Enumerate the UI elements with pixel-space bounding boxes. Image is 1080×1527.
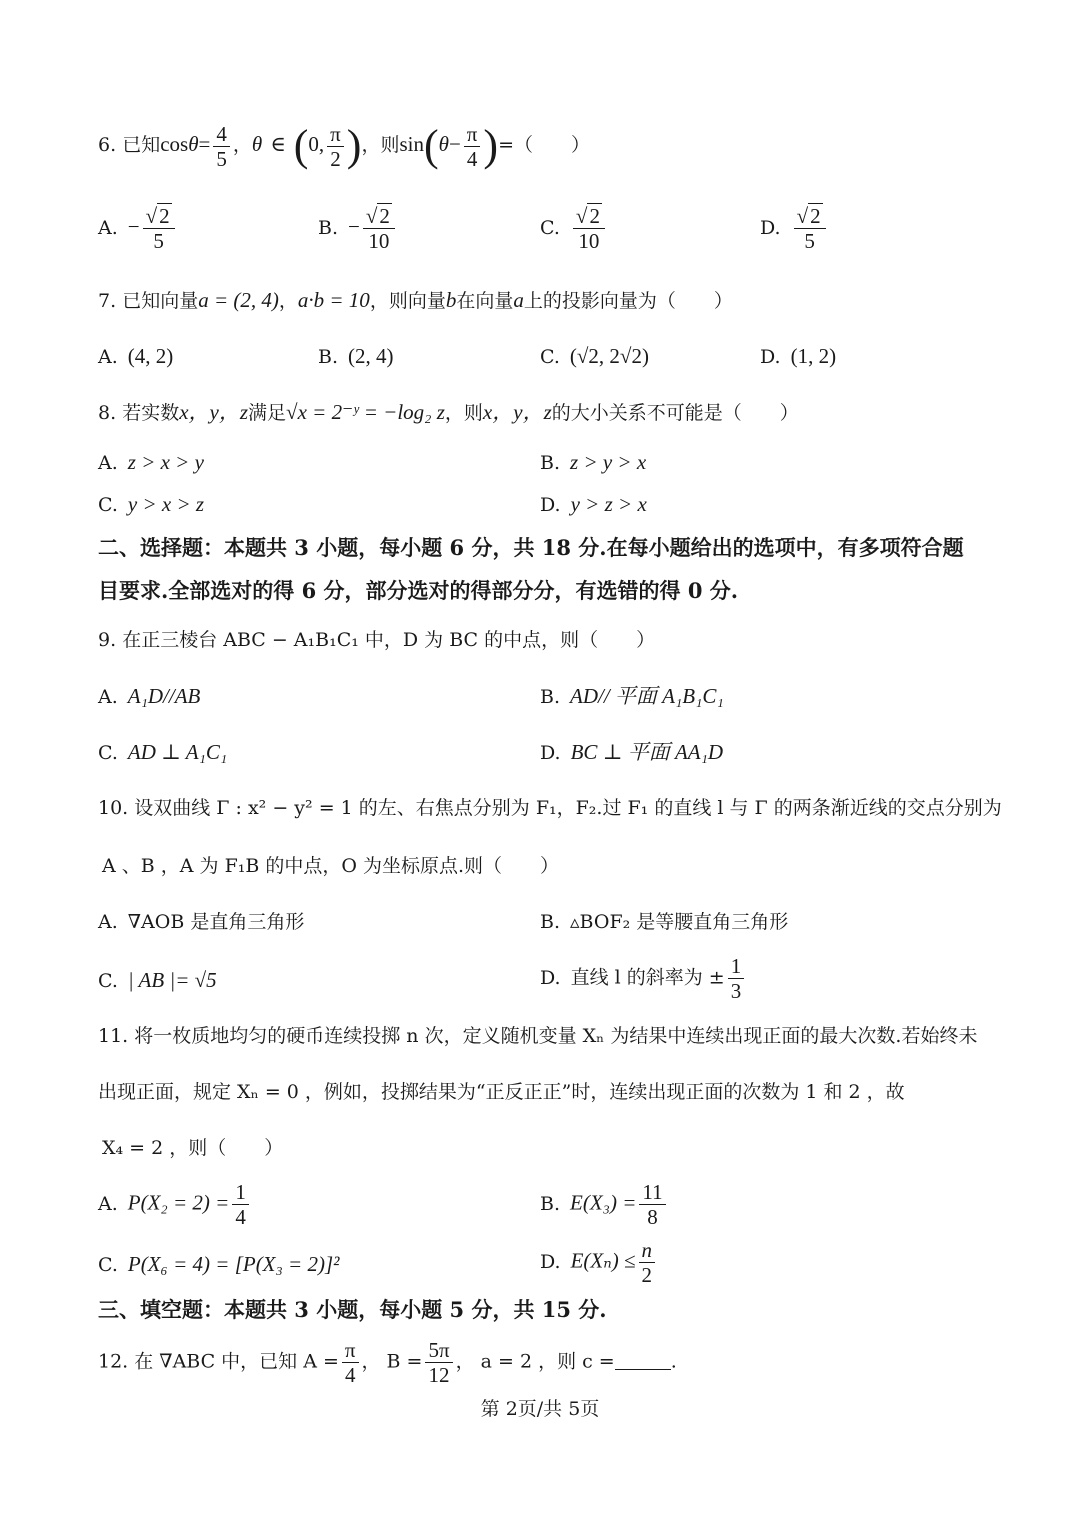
option-label: D.	[540, 742, 561, 764]
cos-symbol: cos	[160, 132, 189, 156]
fraction-numerator: 5π	[425, 1338, 452, 1363]
q10-option-b	[540, 910, 788, 934]
option-value: z > y > x	[570, 450, 647, 474]
q11-option-b	[540, 1180, 669, 1229]
q8-option-a	[98, 450, 204, 475]
sqrt-symbol: √2	[796, 204, 821, 228]
question-number: 6.	[98, 134, 117, 156]
left-paren: (	[293, 121, 309, 170]
option-fraction	[573, 204, 605, 253]
fraction-4-5	[213, 122, 230, 171]
question-number: 7.	[98, 290, 117, 312]
q10-option-c	[98, 968, 217, 993]
fraction-denominator: 5	[216, 146, 227, 171]
radicand: 2	[589, 204, 600, 228]
option-fraction	[232, 1180, 249, 1229]
question-10-line-1	[98, 796, 1002, 820]
interval-start: 0,	[308, 132, 325, 156]
option-value: ∇AOB 是直角三角形	[127, 911, 305, 933]
option-value: A₁D//AB	[127, 684, 201, 708]
question-number: 8.	[98, 402, 117, 424]
fraction-numerator: 11	[639, 1180, 665, 1205]
q11-text-line-1: 将一枚质地均匀的硬币连续投掷 n 次，定义随机变量 Xₙ 为结果中连续出现正面的最大次数.若始终未	[134, 1025, 978, 1047]
fraction-denominator: 10	[368, 229, 390, 253]
option-label: C.	[98, 1254, 118, 1276]
q7-option-c	[540, 344, 649, 369]
q7-text-3: 在向量	[456, 290, 514, 312]
option-value: P(X₆ = 4) = [P(X₃ = 2)]²	[127, 1252, 340, 1276]
fraction-numerator: π	[464, 122, 481, 147]
q12-text-3: ， a = 2 ，则 c =	[455, 1350, 615, 1373]
fraction-numerator: n	[639, 1238, 656, 1263]
option-fraction	[143, 204, 175, 253]
option-label: B.	[540, 686, 561, 708]
fraction-numerator	[143, 204, 175, 229]
sqrt-symbol: √2	[145, 204, 170, 228]
q6-option-c	[540, 204, 608, 253]
q7-text-1: 已知向量	[122, 290, 199, 312]
option-fraction	[639, 1180, 665, 1229]
option-label: D.	[540, 494, 561, 516]
question-number: 10.	[98, 797, 129, 819]
section-2-heading-line-1: 二、选择题：本题共 3 小题，每小题 6 分，共 18 分.在每小题给出的选项中，有多项符合题	[98, 535, 964, 560]
option-fraction	[728, 954, 745, 1003]
radicand: 2	[159, 204, 170, 228]
q12-text-2: ， B =	[361, 1350, 423, 1373]
q12-text-1: 在 ∇ABC 中，已知 A =	[134, 1350, 339, 1373]
section-2-heading-line-2: 目要求.全部选对的得 6 分，部分选对的得部分分，有选错的得 0 分.	[98, 578, 739, 603]
sin-symbol: sin	[399, 132, 424, 156]
fraction-5pi-12	[425, 1338, 452, 1387]
fraction-numerator	[794, 204, 826, 229]
q10-text-line-1: 设双曲线 Γ : x² − y² = 1 的左、右焦点分别为 F₁，F₂.过 F₁ 的直线 l 与 Γ 的两条渐近线的交点分别为	[134, 797, 1002, 819]
option-sign: −	[348, 214, 360, 239]
fraction-denominator: 5	[804, 229, 815, 253]
q11-option-d	[540, 1238, 658, 1287]
fraction-numerator: π	[342, 1338, 359, 1363]
option-value: y > z > x	[570, 492, 647, 516]
q9-option-c	[98, 740, 227, 765]
q8-condition: √x = 2⁻ʸ = −log₂ z	[286, 400, 445, 424]
question-9	[98, 628, 655, 652]
q8-text-1: 若实数	[122, 402, 180, 424]
q6-text-1: 已知	[122, 134, 161, 156]
q7-text-4: 上的投影向量为（ ）	[523, 290, 733, 312]
option-value: (√2, 2√2)	[569, 344, 649, 368]
section-3-heading: 三、填空题：本题共 3 小题，每小题 5 分，共 15 分.	[98, 1297, 607, 1322]
fraction-pi-2	[327, 122, 344, 171]
sqrt-symbol: √2	[575, 204, 600, 228]
option-label: C.	[98, 742, 118, 764]
option-value: (4, 2)	[127, 344, 174, 368]
fraction-denominator: 8	[647, 1205, 658, 1229]
question-12	[98, 1338, 677, 1387]
option-value: 直线 l 的斜率为 ±	[570, 966, 725, 989]
option-label: B.	[540, 452, 561, 474]
option-value: z > x > y	[127, 450, 204, 474]
fraction-denominator: 5	[153, 229, 164, 253]
fraction-denominator: 4	[466, 146, 478, 171]
question-11-line-3: X₄ = 2 ，则（ ）	[102, 1137, 284, 1159]
option-label: B.	[318, 216, 339, 239]
q8-variables: x，y，z	[482, 400, 552, 424]
question-6	[98, 118, 590, 171]
question-11-line-2: 出现正面，规定 Xₙ = 0 ，例如，投掷结果为“正反正正”时，连续出现正面的次数为 1 和 2 ，故	[98, 1081, 905, 1103]
option-label: A.	[98, 216, 118, 239]
page-footer: 第 2页/共 5页	[480, 1398, 600, 1420]
q9-text: 在正三棱台 ABC − A₁B₁C₁ 中，D 为 BC 的中点，则（ ）	[122, 629, 656, 651]
option-label: D.	[540, 966, 561, 989]
option-label: C.	[540, 216, 560, 239]
comma: ，	[232, 134, 252, 156]
q9-option-d	[540, 740, 723, 765]
option-fraction	[639, 1238, 656, 1287]
option-label: A.	[98, 346, 118, 368]
fraction-pi-4	[342, 1338, 359, 1387]
q6-option-b	[318, 204, 398, 253]
dot-product-expression: a·b = 10	[297, 288, 370, 312]
option-value: ▵BOF₂ 是等腰直角三角形	[570, 911, 789, 933]
q7-option-d	[760, 344, 836, 369]
q7-text-2: ，则向量	[369, 290, 446, 312]
option-label: B.	[540, 1192, 561, 1215]
vector-a: a	[513, 288, 524, 312]
option-label: A.	[98, 452, 118, 474]
question-7	[98, 288, 733, 313]
fraction-denominator: 3	[730, 979, 742, 1003]
q10-option-d	[540, 954, 747, 1003]
q10-option-a	[98, 910, 304, 934]
option-label: D.	[540, 1250, 561, 1273]
question-number: 11.	[98, 1025, 129, 1047]
option-label: A.	[98, 1192, 118, 1215]
option-fraction	[794, 204, 826, 253]
option-fraction	[363, 204, 395, 253]
option-label: C.	[98, 494, 118, 516]
element-of-symbol: ∈	[270, 132, 286, 156]
radicand: 2	[810, 204, 821, 228]
fraction-numerator: 1	[232, 1180, 249, 1205]
option-value: BC ⊥ 平面 AA₁D	[570, 740, 724, 764]
question-8	[98, 400, 799, 425]
option-value: AD// 平面 A₁B₁C₁	[570, 684, 724, 708]
q8-text-3: ，则	[444, 402, 483, 424]
fraction-numerator	[363, 204, 395, 229]
option-value: AD ⊥ A₁C₁	[127, 740, 228, 764]
radicand: 2	[379, 204, 390, 228]
q9-option-b	[540, 684, 724, 709]
right-paren: )	[483, 121, 499, 170]
option-value: (2, 4)	[348, 344, 394, 368]
fraction-numerator	[573, 204, 605, 229]
fraction-denominator: 4	[344, 1363, 356, 1387]
q8-option-d	[540, 492, 647, 517]
theta-symbol: θ	[438, 132, 449, 156]
option-value: (1, 2)	[790, 344, 837, 368]
fraction-denominator: 12	[428, 1363, 450, 1387]
q9-option-a	[98, 684, 200, 709]
option-sign: −	[127, 214, 140, 239]
answer-blank[interactable]	[615, 1369, 671, 1370]
comma: ，	[278, 290, 298, 312]
left-paren: (	[423, 121, 439, 170]
option-label: C.	[540, 346, 560, 368]
equals-sign: =	[198, 132, 211, 156]
q11-option-a	[98, 1180, 252, 1229]
option-label: C.	[98, 970, 118, 992]
question-number: 12.	[98, 1350, 129, 1373]
option-value: | AB |= √5	[127, 968, 217, 992]
q11-option-c	[98, 1252, 339, 1277]
option-label: D.	[760, 216, 781, 239]
q6-tail: =（ ）	[498, 134, 590, 156]
theta-symbol: θ	[251, 132, 263, 156]
q6-option-a	[98, 204, 178, 253]
option-label: B.	[540, 911, 561, 933]
question-11-line-1	[98, 1024, 977, 1048]
fraction-numerator: 1	[728, 954, 745, 979]
option-value: E(Xₙ) ≤	[570, 1248, 636, 1273]
fraction-numerator: 4	[213, 122, 230, 147]
q12-period: .	[670, 1350, 677, 1373]
fraction-pi-4	[464, 122, 481, 171]
fraction-numerator: π	[327, 122, 344, 147]
theta-symbol: θ	[188, 132, 199, 156]
q7-option-b	[318, 344, 394, 369]
option-value: P(X₂ = 2) =	[127, 1190, 230, 1215]
q8-variables: x，y，z	[179, 400, 249, 424]
fraction-denominator: 2	[641, 1263, 653, 1287]
fraction-denominator: 4	[235, 1205, 246, 1229]
question-number: 9.	[98, 629, 117, 651]
vector-a-expression: a = (2, 4)	[198, 288, 279, 312]
q8-option-b	[540, 450, 646, 475]
sqrt-symbol: √2	[365, 204, 390, 228]
question-10-line-2: A 、B ，A 为 F₁B 的中点，O 为坐标原点.则（ ）	[102, 855, 560, 877]
option-value: y > x > z	[127, 492, 205, 516]
q8-text-2: 满足	[248, 402, 287, 424]
vector-b: b	[445, 288, 457, 312]
q6-option-d	[760, 204, 829, 253]
fraction-denominator: 2	[330, 146, 341, 171]
q6-text-2: ，则	[361, 134, 400, 156]
option-label: A.	[98, 911, 118, 933]
q8-text-4: 的大小关系不可能是（ ）	[551, 402, 799, 424]
q7-option-a	[98, 344, 173, 369]
right-paren: )	[346, 121, 362, 170]
fraction-denominator: 10	[578, 229, 600, 253]
option-value: E(X₃) =	[570, 1190, 637, 1215]
minus-sign: −	[448, 132, 461, 156]
option-label: B.	[318, 346, 339, 368]
option-label: D.	[760, 346, 781, 368]
q8-option-c	[98, 492, 204, 517]
option-label: A.	[98, 686, 118, 708]
